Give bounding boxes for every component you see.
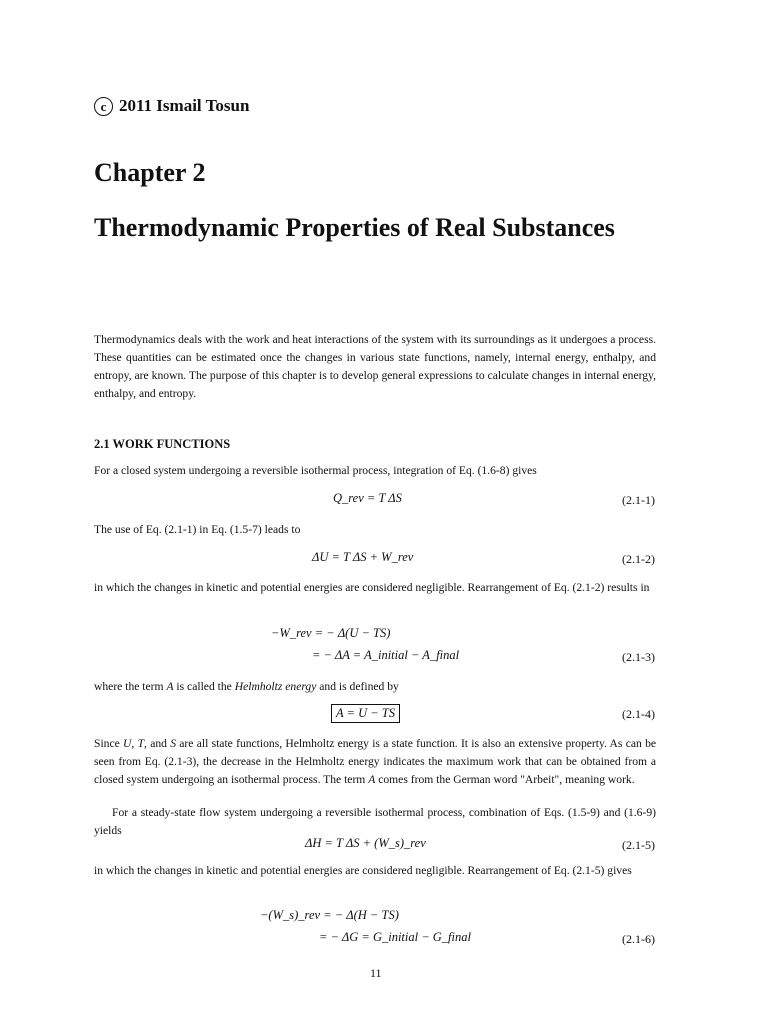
paragraph-4	[94, 678, 656, 696]
p5-T: T	[137, 737, 145, 750]
p5-comma: ,	[131, 737, 138, 750]
equation-2-1-4: A = U − TS	[331, 704, 400, 723]
paragraph-5	[94, 735, 656, 789]
p4-var: A	[166, 680, 174, 693]
p5-A: A	[368, 773, 376, 786]
equation-number-2-1-2: (2.1-2)	[622, 552, 655, 566]
chapter-label: Chapter 2	[94, 158, 206, 187]
equation-2-1-6a: −(W_s)_rev = − Δ(H − TS)	[260, 908, 399, 922]
copyright-icon: c	[94, 97, 113, 116]
p5-a: Since	[94, 737, 124, 750]
p4-pre: where the term	[94, 680, 167, 693]
section-heading: 2.1 WORK FUNCTIONS	[94, 437, 231, 451]
p5-b: are all state functions, Helmholtz energy is a state function. It is also an extensive property. As can be seen from Eq. (2.1-3), the decrease in the Helmholtz energy indicates the maximum work that can be obtained from a closed system undergoing an isothermal process. The term	[94, 737, 657, 786]
equation-number-2-1-4: (2.1-4)	[622, 707, 655, 721]
equation-number-2-1-6: (2.1-6)	[622, 932, 655, 946]
copyright-line	[94, 96, 249, 116]
page-number: 11	[370, 966, 382, 980]
equation-number-2-1-3: (2.1-3)	[622, 650, 655, 664]
paragraph-3: in which the changes in kinetic and potential energies are considered negligible. Rearrangement of Eq. (2.1-2) results in	[94, 581, 650, 594]
p5-S: S	[170, 737, 177, 750]
p4-mid: is called the	[173, 680, 235, 693]
p4-post: and is defined by	[316, 680, 399, 693]
p5-c: comes from the German word "Arbeit", meaning work.	[375, 773, 635, 786]
equation-number-2-1-5: (2.1-5)	[622, 838, 655, 852]
paragraph-1: For a closed system undergoing a reversible isothermal process, integration of Eq. (1.6-8) gives	[94, 464, 537, 477]
equation-2-1-2: ΔU = T ΔS + W_rev	[312, 550, 414, 564]
copyright-text: 2011 Ismail Tosun	[119, 96, 250, 115]
equation-2-1-3b: = − ΔA = A_initial − A_final	[312, 648, 460, 662]
equation-2-1-3a: −W_rev = − Δ(U − TS)	[271, 626, 391, 640]
equation-2-1-6b: = − ΔG = G_initial − G_final	[319, 930, 471, 944]
p5-and: , and	[144, 737, 171, 750]
paragraph-7: in which the changes in kinetic and potential energies are considered negligible. Rearrangement of Eq. (2.1-5) gives	[94, 864, 632, 877]
intro-paragraph: Thermodynamics deals with the work and heat interactions of the system with its surroundings as it undergoes a process. These quantities can be estimated once the changes in various state functions, namely, internal energy, enthalpy, and entropy, are known. The purpose of this chapter is to develop general expressions to calculate changes in internal energy, enthalpy, and entropy.	[94, 333, 656, 400]
paragraph-6: For a steady-state flow system undergoing a reversible isothermal process, combination of Eqs. (1.5-9) and (1.6-9) yields	[94, 806, 656, 837]
p5-U: U	[123, 737, 132, 750]
equation-number-2-1-1: (2.1-1)	[622, 493, 655, 507]
paragraph-2: The use of Eq. (2.1-1) in Eq. (1.5-7) leads to	[94, 523, 301, 536]
p4-em: Helmholtz energy	[234, 680, 317, 693]
equation-2-1-1: Q_rev = T ΔS	[333, 491, 402, 505]
chapter-title: Thermodynamic Properties of Real Substances	[94, 213, 615, 242]
equation-2-1-5: ΔH = T ΔS + (W_s)_rev	[305, 836, 426, 850]
